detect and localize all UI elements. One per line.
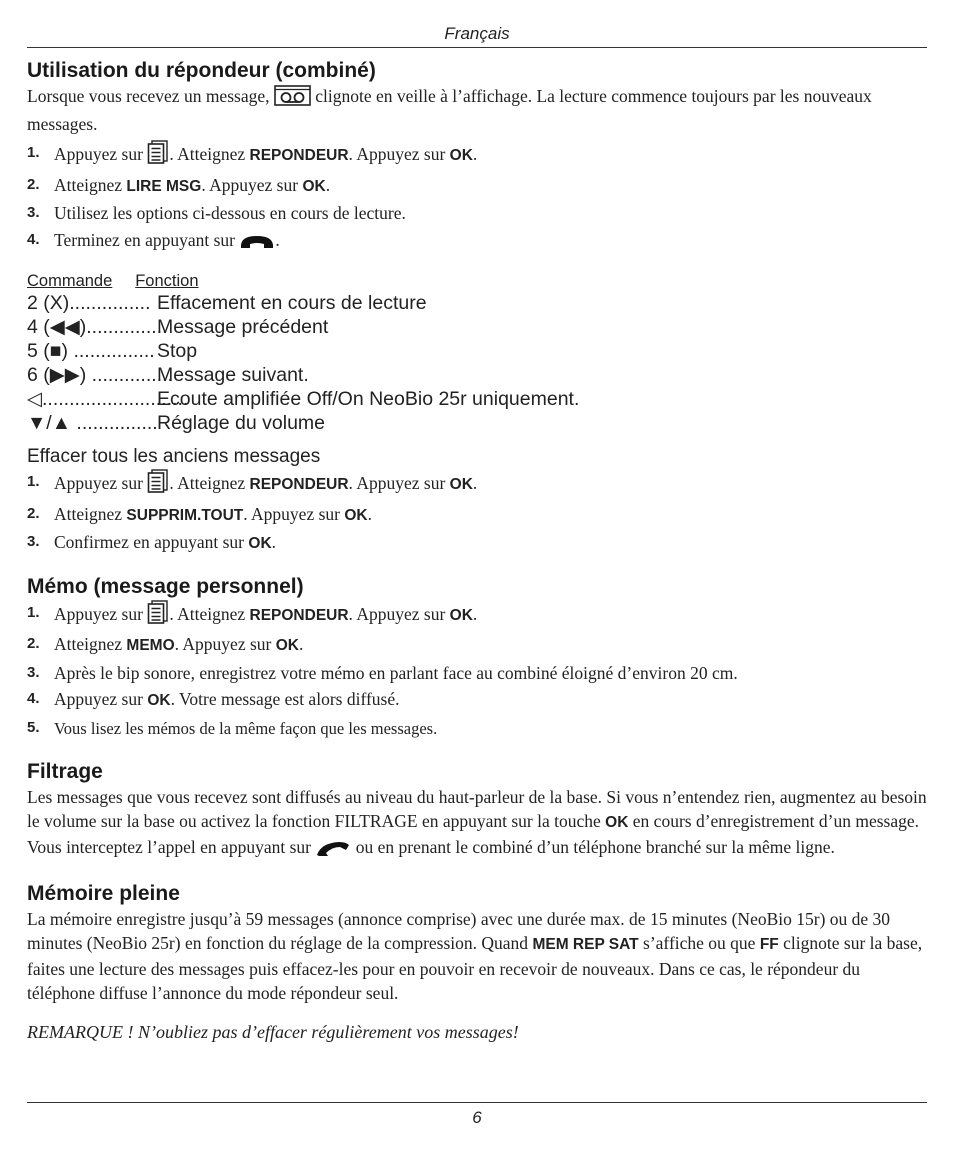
filtrage-text-c: ou en prenant le combiné d’un téléphone branché sur la même ligne. bbox=[355, 837, 835, 857]
tape-icon bbox=[274, 85, 311, 112]
step-text: Atteignez bbox=[54, 503, 123, 524]
step-text: . Appuyez sur bbox=[174, 634, 272, 654]
step-text: . bbox=[325, 174, 331, 195]
intro-paragraph bbox=[27, 84, 927, 136]
step-number: 3. bbox=[27, 533, 40, 550]
header-language: Français bbox=[444, 24, 510, 43]
command-table-header bbox=[27, 271, 927, 291]
step-text: Atteignez bbox=[54, 174, 123, 195]
header-rule bbox=[27, 47, 927, 48]
step-text: . Appuyez sur bbox=[348, 473, 446, 493]
keyword: OK bbox=[147, 692, 171, 709]
step-text: . Atteignez bbox=[169, 144, 246, 164]
menu-icon bbox=[147, 140, 169, 172]
step-item bbox=[27, 172, 927, 201]
step-text: Utilisez les options ci-dessous en cours de lecture. bbox=[54, 203, 406, 223]
step-item bbox=[27, 501, 927, 530]
step-number: 1. bbox=[27, 473, 40, 490]
steps-list-repondeur bbox=[27, 140, 927, 257]
step-number: 2. bbox=[27, 504, 40, 522]
step-item bbox=[27, 600, 927, 632]
filtrage-paragraph bbox=[27, 785, 927, 863]
remarque-note: REMARQUE ! N’oubliez pas d’effacer régulièrement vos messages! bbox=[27, 1022, 519, 1042]
memoire-text-a: La mémoire enregistre jusqu’à 59 messages (annonce comprise) avec une durée max. de 15 minutes (NeoBio 15r) ou de 30 minutes (NeoBio 25r) en fonction du réglage de la compression. Quand bbox=[27, 909, 891, 953]
command-function: Réglage du volume bbox=[157, 412, 326, 434]
command-function: Stop bbox=[157, 340, 198, 362]
section-title-memo: Mémo (message personnel) bbox=[27, 574, 304, 598]
step-number: 3. bbox=[27, 663, 40, 681]
step-number: 2. bbox=[27, 175, 40, 193]
filtrage-text-b: en cours d’enregistrement d’un message. Vous interceptez l’appel en appuyant sur bbox=[27, 811, 920, 857]
step-text: Appuyez sur bbox=[54, 689, 143, 709]
keyword: REPONDEUR bbox=[249, 476, 349, 493]
command-row bbox=[27, 363, 927, 387]
command-row bbox=[27, 387, 927, 411]
keyword: OK bbox=[449, 476, 473, 493]
step-text: . bbox=[472, 603, 478, 624]
step-text: . Appuyez sur bbox=[243, 503, 340, 524]
keyword: OK bbox=[344, 506, 368, 524]
menu-icon bbox=[147, 600, 169, 632]
steps-list-memo bbox=[27, 600, 927, 743]
section-title-filtrage: Filtrage bbox=[27, 760, 103, 783]
step-item bbox=[27, 660, 927, 687]
subsection-title-effacer: Effacer tous les anciens messages bbox=[27, 446, 321, 467]
memoire-text-b: s’affiche ou que bbox=[643, 933, 756, 953]
step-item bbox=[27, 469, 927, 501]
command-row bbox=[27, 315, 927, 339]
command-row bbox=[27, 291, 927, 315]
step-text: Atteignez bbox=[54, 634, 123, 654]
keyword: OK bbox=[449, 147, 473, 164]
filtrage-text-a: Les messages que vous recevez sont diffusés au niveau du haut-parleur de la base. Si vous n’entendez rien, augmentez au besoin le volume sur la base ou activez la fonction FILTRAGE en appuyant sur la touche bbox=[27, 787, 927, 831]
step-text: Appuyez sur bbox=[54, 603, 143, 624]
step-item bbox=[27, 227, 927, 258]
keyword: REPONDEUR bbox=[249, 147, 349, 164]
keyword: LIRE MSG bbox=[126, 177, 202, 195]
keyword: REPONDEUR bbox=[249, 606, 349, 624]
step-number: 2. bbox=[27, 635, 40, 652]
steps-list-effacer bbox=[27, 469, 927, 558]
step-text: Appuyez sur bbox=[54, 473, 143, 493]
command-function: Effacement en cours de lecture bbox=[157, 292, 427, 314]
memoire-paragraph bbox=[27, 907, 927, 1005]
off-hook-icon bbox=[315, 839, 351, 863]
section-title-memoire: Mémoire pleine bbox=[27, 882, 180, 905]
step-text: . Atteignez bbox=[169, 473, 246, 493]
keyword: OK bbox=[449, 606, 473, 624]
keyword: SUPPRIM.TOUT bbox=[126, 506, 244, 524]
hang-up-icon bbox=[239, 231, 275, 258]
step-text: . Appuyez sur bbox=[348, 603, 446, 624]
step-number: 1. bbox=[27, 603, 40, 621]
keyword: OK bbox=[605, 814, 629, 831]
manual-page bbox=[27, 58, 927, 1062]
step-text: . bbox=[367, 503, 372, 524]
step-text: Terminez en appuyant sur bbox=[54, 229, 235, 250]
step-text: . bbox=[472, 144, 478, 164]
step-text: . Appuyez sur bbox=[201, 174, 299, 195]
step-text: . bbox=[472, 473, 478, 493]
command-key: ▼/▲ ............... bbox=[27, 412, 158, 434]
step-text: Après le bip sonore, enregistrez votre mémo en parlant face au combiné éloigné d’environ 20 cm. bbox=[54, 662, 738, 683]
command-table bbox=[27, 291, 927, 435]
step-number: 4. bbox=[27, 230, 40, 248]
step-text: . Appuyez sur bbox=[348, 144, 446, 164]
keyword: OK bbox=[275, 637, 299, 654]
step-item bbox=[27, 140, 927, 172]
step-item bbox=[27, 686, 927, 715]
step-text: . Atteignez bbox=[169, 603, 246, 624]
intro-text-a: Lorsque vous recevez un message, bbox=[27, 86, 270, 106]
footer-rule bbox=[27, 1102, 927, 1103]
step-text: Vous lisez les mémos de la même façon que les messages. bbox=[54, 718, 438, 738]
menu-icon bbox=[147, 469, 169, 501]
command-key: 2 (X)............... bbox=[27, 292, 151, 314]
keyword: FF bbox=[759, 936, 779, 953]
header-fonction: Fonction bbox=[135, 272, 199, 290]
keyword: MEM REP SAT bbox=[532, 936, 639, 953]
section-title-repondeur: Utilisation du répondeur (combiné) bbox=[27, 59, 376, 82]
step-text: . bbox=[271, 532, 277, 552]
header-commande: Commande bbox=[27, 272, 113, 290]
command-function: Ecoute amplifiée Off/On NeoBio 25r uniquement. bbox=[157, 388, 580, 410]
step-item bbox=[27, 529, 927, 558]
step-text: . Votre message est alors diffusé. bbox=[170, 689, 400, 709]
command-key: 5 (■) ............... bbox=[27, 340, 155, 362]
command-key: 6 (▶▶) ............... bbox=[27, 364, 173, 386]
command-function: Message suivant. bbox=[157, 364, 309, 386]
step-number: 3. bbox=[27, 204, 40, 221]
step-text: . bbox=[298, 634, 304, 654]
memoire-text-c: clignote sur la base, faites une lecture des messages puis effacez-les pour en pouvoir en recevoir de nouveaux. Dans ce cas, le répondeur du téléphone diffuse l’annonce du mode répondeur seul. bbox=[27, 933, 923, 1003]
step-item bbox=[27, 200, 927, 227]
keyword: MEMO bbox=[126, 637, 175, 654]
command-function: Message précédent bbox=[157, 316, 329, 338]
command-key: ◁........................... bbox=[27, 388, 189, 410]
step-text: . bbox=[275, 229, 280, 250]
step-item bbox=[27, 715, 927, 743]
step-number: 1. bbox=[27, 144, 40, 161]
step-number: 4. bbox=[27, 690, 40, 707]
page-number: 6 bbox=[472, 1108, 482, 1127]
command-row bbox=[27, 339, 927, 363]
intro-text-b: clignote en veille à l’affichage. La lecture commence toujours par les nouveaux messages. bbox=[27, 86, 872, 134]
command-key: 4 (◀◀)............... bbox=[27, 316, 168, 338]
keyword: OK bbox=[302, 177, 326, 195]
keyword: OK bbox=[248, 535, 272, 552]
step-number: 5. bbox=[27, 718, 40, 736]
step-text: Appuyez sur bbox=[54, 144, 143, 164]
command-row bbox=[27, 411, 927, 435]
step-item bbox=[27, 631, 927, 660]
step-text: Confirmez en appuyant sur bbox=[54, 532, 245, 552]
